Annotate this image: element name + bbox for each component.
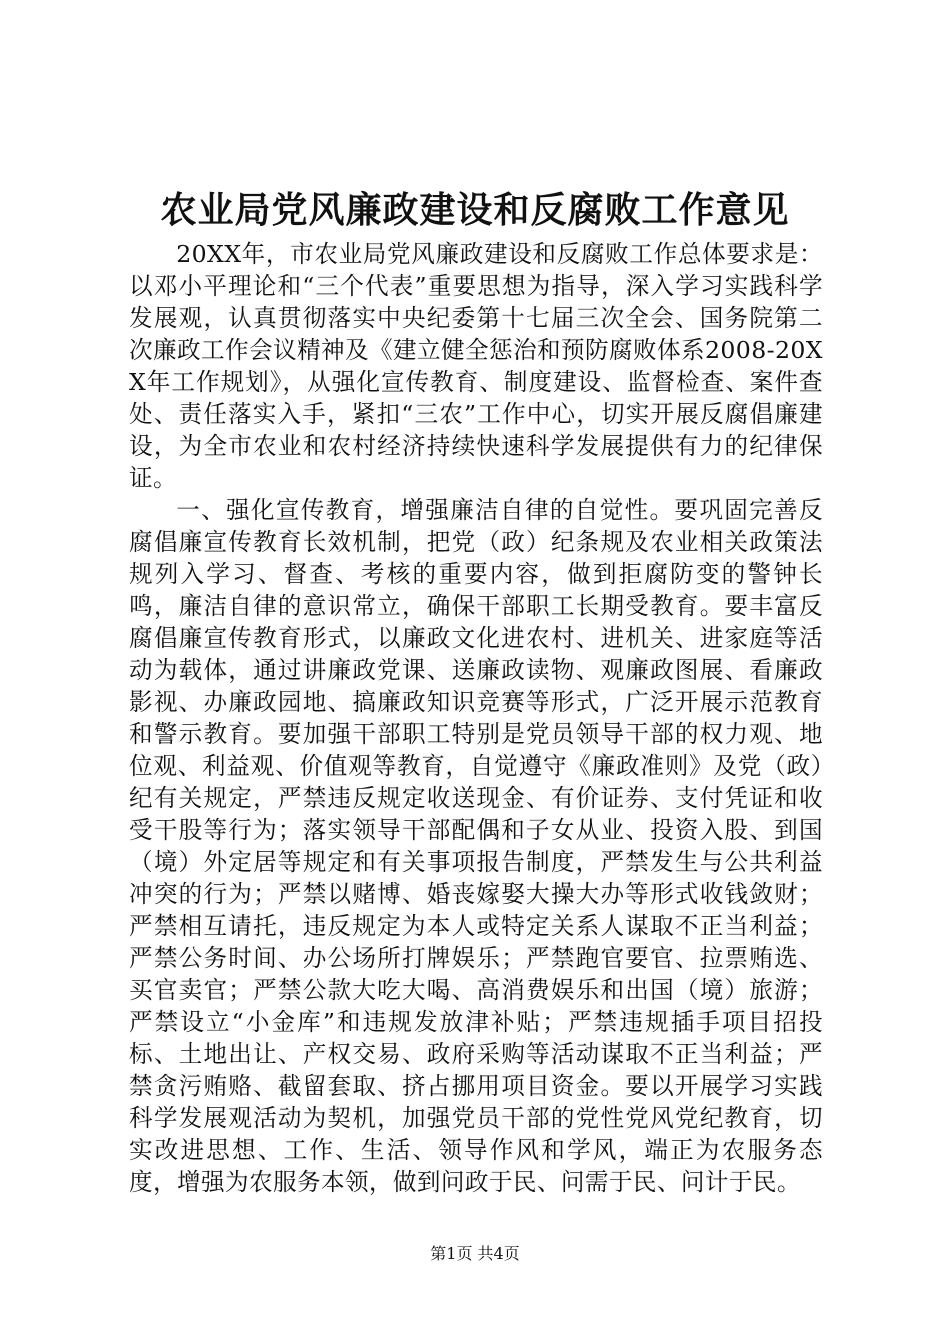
document-body xyxy=(129,238,823,1198)
page-number-footer: 第1页 共4页 xyxy=(430,1244,520,1263)
paragraph-intro: 20XX年，市农业局党风廉政建设和反腐败工作总体要求是：以邓小平理论和“三个代表”重要思想为指导，深入学习实践科学发展观，认真贯彻落实中央纪委第十七届三次全会、国务院第二次廉政工作会议精神及《建立健全惩治和预防腐败体系2008-20XX年工作规划》，从强化宣传教育、制度建设、监督检查、案件查处、责任落实入手，紧扣“三农”工作中心，切实开展反腐倡廉建设，为全市农业和农村经济持续快速科学发展提供有力的纪律保证。 xyxy=(129,240,823,492)
document-title: 农业局党风廉政建设和反腐败工作意见 xyxy=(160,189,790,231)
paragraph-section-one: 一、强化宣传教育，增强廉洁自律的自觉性。要巩固完善反腐倡廉宣传教育长效机制，把党（政）纪条规及农业相关政策法规列入学习、督查、考核的重要内容，做到拒腐防变的警钟长鸣，廉洁自律的意识常立，确保干部职工长期受教育。要丰富反腐倡廉宣传教育形式，以廉政文化进农村、进机关、进家庭等活动为载体，通过讲廉政党课、送廉政读物、观廉政图展、看廉政影视、办廉政园地、搞廉政知识竞赛等形式，广泛开展示范教育和警示教育。要加强干部职工特别是党员领导干部的权力观、地位观、利益观、价值观等教育，自觉遵守《廉政准则》及党（政）纪有关规定，严禁违反规定收送现金、有价证券、支付凭证和收受干股等行为；落实领导干部配偶和子女从业、投资入股、到国（境）外定居等规定和有关事项报告制度，严禁发生与公共利益冲突的行为；严禁以赌博、婚丧嫁娶大操大办等形式收钱敛财；严禁相互请托，违反规定为本人或特定关系人谋取不正当利益；严禁公务时间、办公场所打牌娱乐；严禁跑官要官、拉票贿选、买官卖官；严禁公款大吃大喝、高消费娱乐和出国（境）旅游；严禁设立“小金库”和违规发放津补贴；严禁违规插手项目招投标、土地出让、产权交易、政府采购等活动谋取不正当利益；严禁贪污贿赂、截留套取、挤占挪用项目资金。要以开展学习实践科学发展观活动为契机，加强党员干部的党性党风党纪教育，切实改进思想、工作、生活、领导作风和学风，端正为农服务态度，增强为农服务本领，做到问政于民、问需于民、问计于民。 xyxy=(129,496,823,1196)
